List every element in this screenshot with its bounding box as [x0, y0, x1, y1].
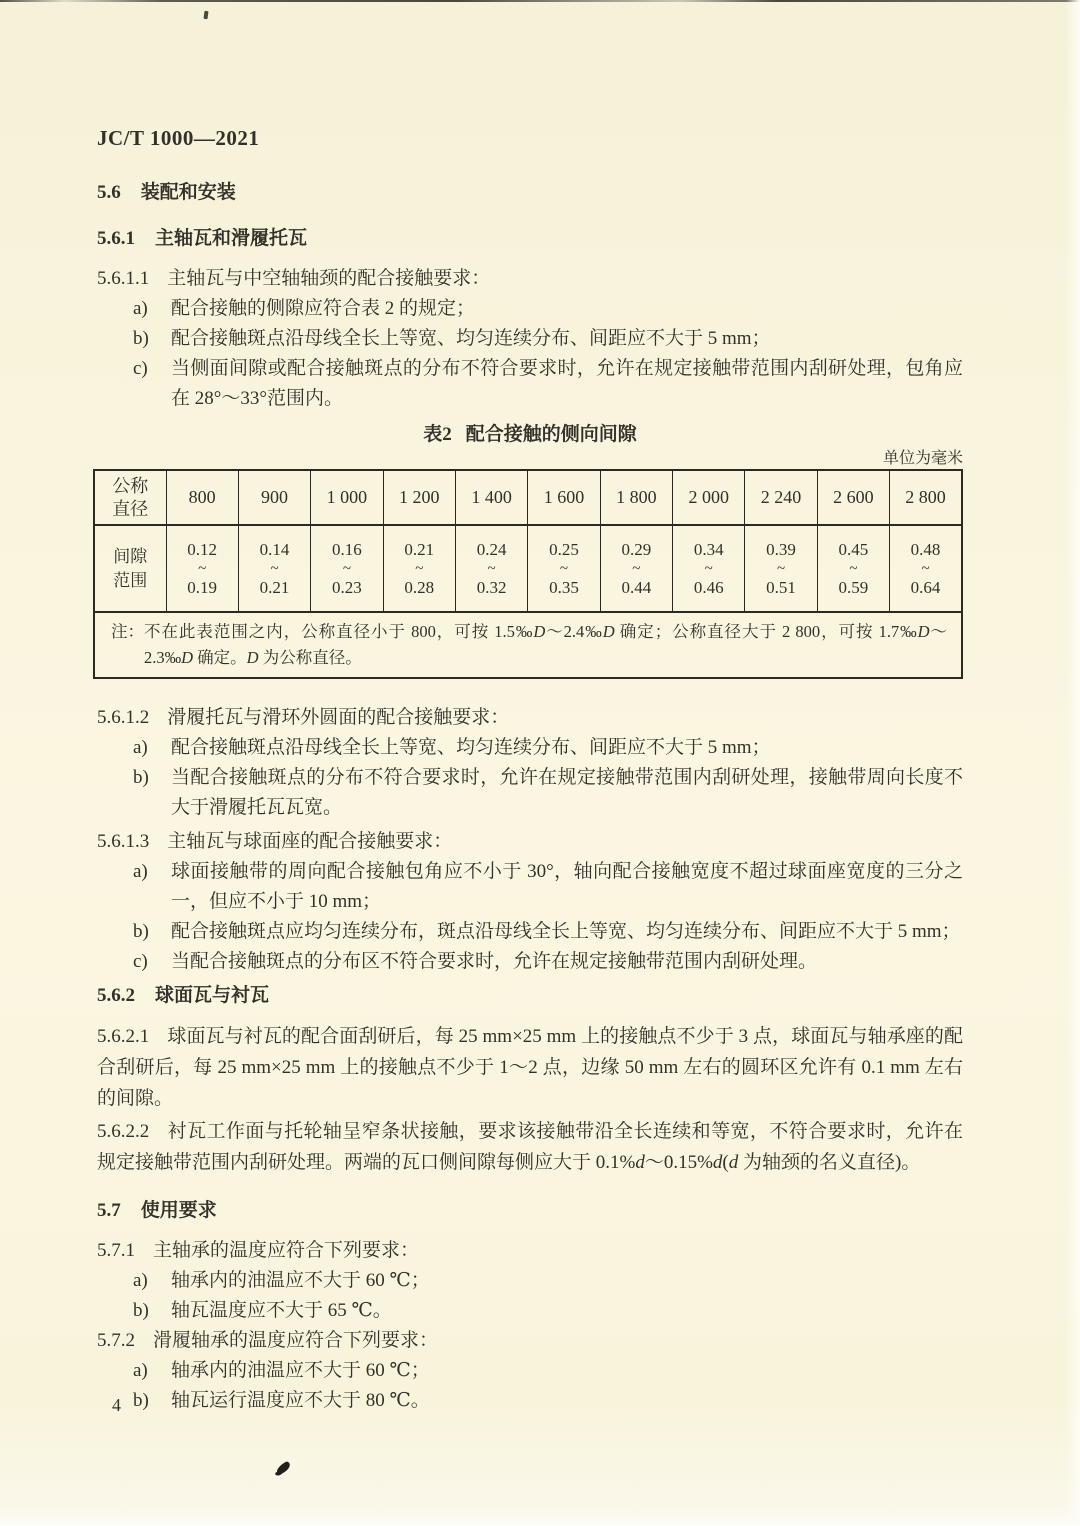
- range-cell: [166, 525, 238, 612]
- range-cell: [817, 525, 889, 612]
- item-label: a): [133, 298, 148, 319]
- item-label: a): [133, 1270, 148, 1291]
- scan-edge-right: [1066, 0, 1080, 1526]
- item-label: b): [133, 1300, 149, 1321]
- range-max: 0.64: [910, 577, 941, 597]
- note-part-variable-D: D: [181, 648, 194, 667]
- range-cell: [311, 525, 383, 612]
- clause-part-variable-d: d: [728, 1152, 739, 1173]
- item-label: a): [133, 737, 148, 758]
- item-label: b): [133, 767, 149, 788]
- section-heading-5-6-2: [97, 983, 963, 1009]
- list-item: [97, 1356, 963, 1386]
- range-min: 0.45: [838, 539, 869, 559]
- range-cell: [600, 525, 672, 612]
- section-heading-5-7: [97, 1198, 963, 1224]
- table-caption-label: 表2: [423, 424, 452, 445]
- clause-text: 主轴承的温度应符合下列要求：: [153, 1240, 420, 1261]
- range-max: 0.44: [621, 577, 652, 597]
- list-item: [97, 324, 963, 354]
- note-part: ～2.3‰: [144, 622, 948, 667]
- item-text: 配合接触斑点应均匀连续分布，斑点沿母线全长上等宽、均匀连续分布、间距应不大于 5 mm；: [171, 921, 961, 942]
- range-min: 0.24: [476, 539, 507, 559]
- clause-text: 主轴瓦与球面座的配合接触要求：: [167, 831, 453, 852]
- range-cell: [528, 525, 600, 612]
- note-label: 注：: [111, 622, 144, 641]
- note-text: [144, 619, 947, 671]
- section-title: 主轴瓦和滑履托瓦: [155, 228, 308, 249]
- clause-part-variable-d: d: [712, 1152, 723, 1173]
- note-part: ～2.4‰: [545, 622, 603, 641]
- range-cell: [890, 525, 962, 612]
- range-cell: [455, 525, 527, 612]
- clause-5-7-2: [97, 1326, 963, 1356]
- note-part-variable-D: D: [533, 622, 546, 641]
- doc-code: JC/T 1000—2021: [97, 126, 260, 150]
- note-part: 确定。: [193, 648, 247, 667]
- diameter-cell: 1 400: [455, 470, 527, 525]
- item-label: b): [133, 328, 149, 349]
- section-heading-5-6: [97, 180, 963, 206]
- list-item: [97, 1386, 963, 1416]
- clause-part: (: [722, 1152, 729, 1173]
- note-part-variable-D: D: [602, 622, 615, 641]
- tilde: ~: [487, 560, 496, 577]
- row-header-line: 范围: [113, 570, 148, 590]
- clause-part-variable-d: d: [635, 1152, 645, 1173]
- diameter-cell: 1 800: [600, 470, 672, 525]
- tilde: ~: [198, 560, 207, 577]
- section-title: 装配和安装: [140, 182, 236, 203]
- range-min: 0.34: [693, 539, 724, 559]
- clause-part: 衬瓦工作面与托轮轴呈窄条状接触，要求该接触带沿全长连续和等宽，不符合要求时，允许在规定接触带范围内刮研处理。两端的瓦口侧间隙每侧应大于 0.1%: [97, 1121, 963, 1173]
- item-text: 配合接触的侧隙应符合表 2 的规定；: [171, 298, 476, 319]
- range-max: 0.59: [838, 577, 869, 597]
- note-part: 为公称直径。: [258, 648, 362, 667]
- clause-number: 5.6.1.2: [97, 707, 150, 728]
- clause-5-6-1-1: [97, 264, 963, 294]
- table-caption-title: 配合接触的侧向间隙: [465, 424, 637, 445]
- item-text: 轴瓦运行温度应不大于 80 ℃。: [171, 1390, 430, 1411]
- section-title: 使用要求: [140, 1200, 217, 1221]
- clause-text: 主轴瓦与中空轴轴颈的配合接触要求：: [167, 268, 491, 289]
- clause-number: 5.6.1.1: [97, 268, 150, 289]
- item-text: 配合接触斑点沿母线全长上等宽、均匀连续分布、间距应不大于 5 mm；: [171, 737, 771, 758]
- table-2-side-clearance: [93, 469, 963, 679]
- list-item: [97, 1266, 963, 1296]
- note-part: 确定；公称直径大于 2 800，可按 1.7‰: [614, 622, 918, 641]
- range-max: 0.23: [332, 577, 362, 597]
- tilde: ~: [849, 560, 858, 577]
- clause-text: 球面瓦与衬瓦的配合面刮研后，每 25 mm×25 mm 上的接触点不少于 3 点，球面瓦与轴承座的配合刮研后，每 25 mm×25 mm 上的接触点不少于 1～2 点，边缘 50 mm 左右的圆环区允许有 0.1 mm 左右的间隙。: [97, 1026, 963, 1109]
- section-number: 5.6.2: [97, 985, 135, 1006]
- tilde: ~: [704, 560, 713, 577]
- section-heading-5-6-1: [97, 226, 963, 252]
- clause-5-7-1: [97, 1236, 963, 1266]
- range-min: 0.21: [404, 539, 435, 559]
- diameter-cell: 2 000: [673, 470, 745, 525]
- note-part-variable-D: D: [917, 622, 930, 641]
- note-part: 不在此表范围之内，公称直径小于 800，可按 1.5‰: [144, 622, 534, 641]
- list-item: [97, 947, 963, 977]
- range-cell: [745, 525, 817, 612]
- item-label: c): [133, 358, 148, 379]
- list-item: [97, 763, 963, 823]
- tilde: ~: [632, 560, 641, 577]
- clause-part: ～0.15%: [644, 1152, 713, 1173]
- range-min: 0.25: [549, 539, 579, 559]
- clause-number: 5.7.2: [97, 1330, 135, 1351]
- diameter-cell: 2 240: [745, 470, 817, 525]
- clause-5-6-2-2: [97, 1116, 963, 1178]
- range-cell: [383, 525, 455, 612]
- tilde: ~: [921, 560, 930, 577]
- tilde: ~: [270, 560, 279, 577]
- range-max: 0.32: [476, 577, 507, 597]
- clause-text: 滑履托瓦与滑环外圆面的配合接触要求：: [167, 707, 510, 728]
- item-label: b): [133, 1390, 149, 1411]
- item-label: b): [133, 921, 149, 942]
- table-note-cell: [94, 612, 962, 678]
- clause-text: [97, 1121, 963, 1173]
- row-header-line: 公称: [112, 475, 149, 496]
- page-content: [97, 0, 963, 1416]
- range-cell: [673, 525, 745, 612]
- range-max: 0.51: [766, 577, 796, 597]
- clause-number: 5.6.2.2: [97, 1121, 150, 1142]
- range-max: 0.21: [259, 577, 290, 597]
- page-number: 4: [112, 1395, 121, 1415]
- item-text: 配合接触斑点沿母线全长上等宽、均匀连续分布、间距应不大于 5 mm；: [171, 328, 771, 349]
- item-text: 轴承内的油温应不大于 60 ℃；: [171, 1270, 430, 1291]
- diameter-cell: 1 600: [528, 470, 600, 525]
- section-number: 5.6.1: [97, 228, 135, 249]
- diameter-cell: 2 600: [817, 470, 889, 525]
- clause-5-6-2-1: [97, 1021, 963, 1114]
- range-max: 0.46: [693, 577, 724, 597]
- item-text: 当配合接触斑点的分布不符合要求时，允许在规定接触带范围内刮研处理，接触带周向长度不大于滑履托瓦瓦宽。: [171, 767, 963, 818]
- table-caption: [97, 422, 963, 448]
- unit-note: 单位为毫米: [882, 450, 963, 467]
- tilde: ~: [342, 560, 351, 577]
- item-text: 轴承内的油温应不大于 60 ℃；: [171, 1360, 430, 1381]
- row-header-line: 间隙: [113, 546, 148, 566]
- clause-part: 为轴颈的名义直径)。: [738, 1152, 921, 1173]
- item-text: 当侧面间隙或配合接触斑点的分布不符合要求时，允许在规定接触带范围内刮研处理，包角应在 28°～33°范围内。: [171, 358, 963, 409]
- range-min: 0.48: [910, 539, 941, 559]
- range-min: 0.14: [259, 539, 290, 559]
- item-text: 当配合接触斑点的分布区不符合要求时，允许在规定接触带范围内刮研处理。: [171, 951, 818, 972]
- list-item: [97, 857, 963, 917]
- item-text: 轴瓦温度应不大于 65 ℃。: [171, 1300, 392, 1321]
- range-max: 0.35: [549, 577, 579, 597]
- diameter-cell: 2 800: [890, 470, 962, 525]
- clause-5-6-1-2: [97, 703, 963, 733]
- note-part-variable-D: D: [246, 648, 259, 667]
- section-number: 5.7: [97, 1200, 121, 1221]
- list-item: [97, 354, 963, 414]
- item-text: 球面接触带的周向配合接触包角应不小于 30°，轴向配合接触宽度不超过球面座宽度的三分之一，但应不小于 10 mm；: [171, 861, 963, 912]
- diameter-cell: 1 000: [311, 470, 383, 525]
- diameter-cell: 900: [238, 470, 310, 525]
- range-min: 0.16: [332, 539, 362, 559]
- diameter-cell: 800: [166, 470, 238, 525]
- clause-text: 滑履轴承的温度应符合下列要求：: [153, 1330, 439, 1351]
- row-header-cell: [94, 525, 166, 612]
- clause-5-6-1-3: [97, 827, 963, 857]
- ink-smudge: [275, 1461, 292, 1476]
- range-min: 0.39: [766, 539, 796, 559]
- list-item: [97, 1296, 963, 1326]
- table-row-clearance-range: [94, 525, 962, 612]
- range-max: 0.28: [404, 577, 435, 597]
- row-header-cell: [94, 470, 166, 525]
- tilde: ~: [415, 560, 424, 577]
- list-item: [97, 733, 963, 763]
- list-item: [97, 917, 963, 947]
- clause-number: 5.7.1: [97, 1240, 135, 1261]
- tilde: ~: [559, 560, 569, 577]
- item-label: a): [133, 861, 148, 882]
- clause-number: 5.6.1.3: [97, 831, 150, 852]
- clause-number: 5.6.2.1: [97, 1026, 150, 1047]
- section-number: 5.6: [97, 182, 121, 203]
- list-item: [97, 294, 963, 324]
- table-row-diameters: [94, 470, 962, 525]
- range-min: 0.12: [187, 539, 218, 559]
- item-label: c): [133, 951, 148, 972]
- table-note-row: [94, 612, 962, 678]
- range-cell: [238, 525, 310, 612]
- section-title: 球面瓦与衬瓦: [155, 985, 270, 1006]
- range-min: 0.29: [621, 539, 652, 559]
- row-header-line: 直径: [112, 498, 149, 519]
- range-max: 0.19: [187, 577, 218, 597]
- item-label: a): [133, 1360, 148, 1381]
- tilde: ~: [776, 560, 786, 577]
- diameter-cell: 1 200: [383, 470, 455, 525]
- scan-edge-bottom: [0, 1510, 1080, 1526]
